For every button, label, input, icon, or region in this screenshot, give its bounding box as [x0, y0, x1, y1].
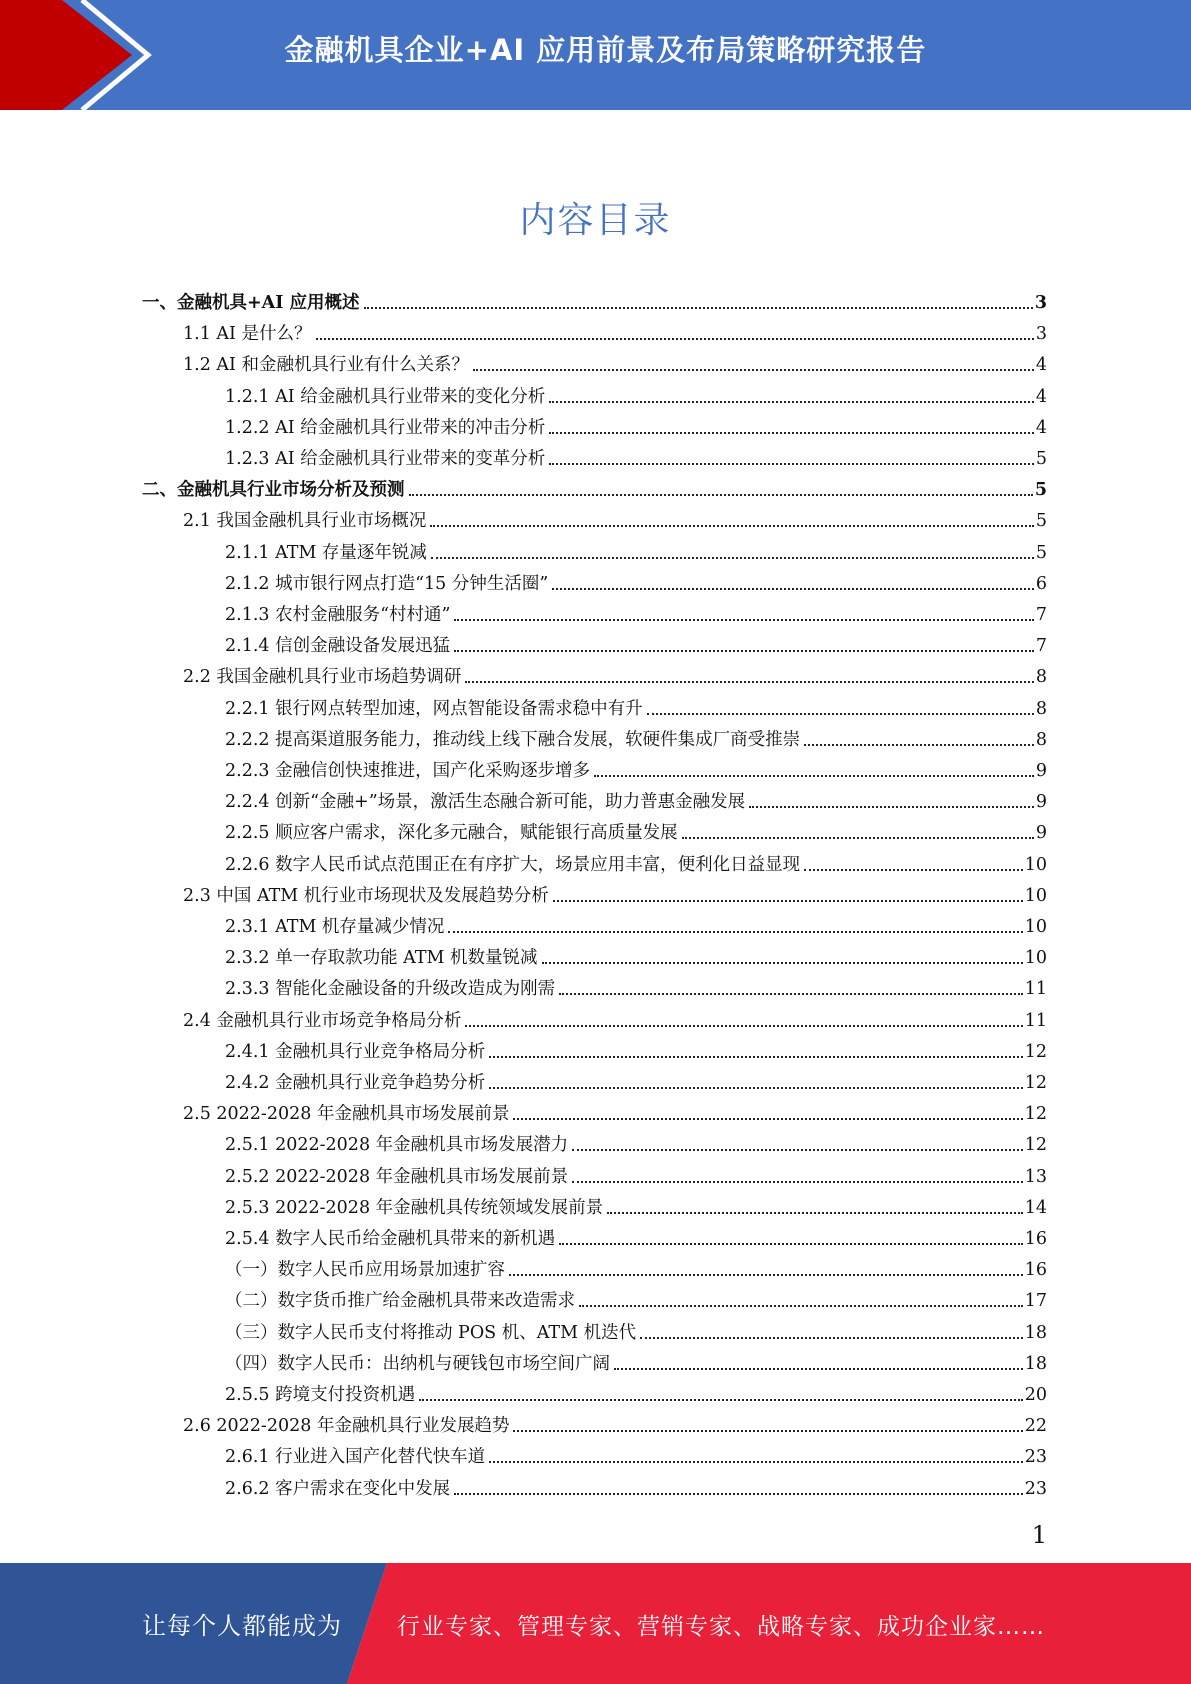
toc-entry-page: 10	[1024, 917, 1047, 937]
toc-entry-title: 2.2 我国金融机具行业市场趋势调研	[183, 667, 462, 687]
toc-entry[interactable]	[225, 1282, 1047, 1313]
toc-dot-leader	[419, 1399, 1023, 1401]
toc-heading: 内容目录	[519, 200, 672, 241]
toc-entry-title: 2.2.6 数字人民币试点范围正在有序扩大，场景应用丰富，便利化日益显现	[225, 855, 801, 875]
toc-entry-page: 4	[1035, 418, 1047, 438]
toc-entry-title: 2.3.2 单一存取款功能 ATM 机数量锐减	[225, 948, 538, 968]
toc-entry-title: 2.2.2 提高渠道服务能力，推动线上线下融合发展，软硬件集成厂商受推崇	[225, 730, 801, 750]
toc-entry-page: 13	[1024, 1167, 1047, 1187]
toc-entry[interactable]	[225, 409, 1047, 440]
toc-dot-leader	[513, 1430, 1022, 1432]
toc-entry-page: 16	[1024, 1229, 1047, 1249]
toc-entry[interactable]	[225, 1470, 1047, 1501]
toc-entry-page: 9	[1035, 792, 1047, 812]
toc-entry-title: 一、金融机具+AI 应用概述	[142, 293, 360, 313]
toc-entry-page: 12	[1024, 1042, 1047, 1062]
toc-entry[interactable]	[183, 1407, 1047, 1438]
toc-entry-title: （三）数字人民币支付将推动 POS 机、ATM 机迭代	[225, 1323, 637, 1343]
toc-entry[interactable]	[225, 970, 1047, 1001]
toc-entry[interactable]	[225, 1126, 1047, 1157]
toc-entry-page: 8	[1035, 699, 1047, 719]
toc-dot-leader	[572, 1181, 1023, 1183]
report-title: 金融机具企业+AI 应用前景及布局策略研究报告	[284, 33, 927, 67]
toc-entry-page: 10	[1024, 948, 1047, 968]
toc-entry-title: （四）数字人民币：出纳机与硬钱包市场空间广阔	[225, 1354, 610, 1374]
toc-entry[interactable]	[225, 1345, 1047, 1376]
toc-entry[interactable]	[183, 1002, 1047, 1033]
toc-dot-leader	[489, 1461, 1023, 1463]
toc-entry-page: 18	[1024, 1354, 1047, 1374]
toc-dot-leader	[553, 900, 1023, 902]
toc-entry[interactable]	[225, 1251, 1047, 1282]
toc-entry-title: 2.6.1 行业进入国产化替代快车道	[225, 1447, 486, 1467]
toc-entry-page: 12	[1024, 1073, 1047, 1093]
toc-entry[interactable]	[225, 908, 1047, 939]
toc-entry[interactable]	[225, 1438, 1047, 1469]
toc-entry-title: 2.5.5 跨境支付投资机遇	[225, 1385, 416, 1405]
toc-entry-page: 7	[1035, 605, 1047, 625]
toc-entry-title: 2.5 2022-2028 年金融机具市场发展前景	[183, 1104, 510, 1124]
toc-dot-leader	[473, 369, 1034, 371]
toc-dot-leader	[409, 494, 1033, 496]
toc-entry-page: 8	[1035, 667, 1047, 687]
toc-dot-leader	[549, 401, 1034, 403]
toc-entry-page: 3	[1035, 324, 1047, 344]
toc-dot-leader	[465, 1025, 1022, 1027]
toc-dot-leader	[364, 307, 1033, 309]
toc-entry-page: 5	[1034, 480, 1047, 500]
toc-entry[interactable]	[225, 814, 1047, 845]
toc-entry-title: 2.5.3 2022-2028 年金融机具传统领域发展前景	[225, 1198, 604, 1218]
toc-entry[interactable]	[225, 1158, 1047, 1189]
toc-dot-leader	[509, 1274, 1023, 1276]
toc-entry[interactable]	[142, 284, 1047, 315]
toc-entry-page: 20	[1024, 1385, 1047, 1405]
toc-entry-page: 16	[1024, 1260, 1047, 1280]
toc-dot-leader	[607, 1212, 1023, 1214]
footer-slogan-right: 行业专家、管理专家、营销专家、战略专家、成功企业家……	[397, 1614, 1045, 1640]
toc-entry-title: 1.2.1 AI 给金融机具行业带来的变化分析	[225, 387, 546, 407]
toc-entry[interactable]	[225, 565, 1047, 596]
toc-entry-page: 22	[1024, 1416, 1047, 1436]
toc-entry-page: 7	[1035, 636, 1047, 656]
toc-dot-leader	[454, 1493, 1023, 1495]
toc-entry-page: 5	[1035, 511, 1047, 531]
toc-entry[interactable]	[183, 1095, 1047, 1126]
toc-entry-page: 4	[1035, 355, 1047, 375]
toc-dot-leader	[572, 1149, 1023, 1151]
toc-entry-title: （一）数字人民币应用场景加速扩容	[225, 1260, 505, 1280]
toc-dot-leader	[489, 1087, 1023, 1089]
footer-slogan-left: 让每个人都能成为	[142, 1612, 342, 1640]
toc-dot-leader	[489, 1056, 1023, 1058]
toc-entry-page: 6	[1035, 574, 1047, 594]
toc-entry-title: 2.1.4 信创金融设备发展迅猛	[225, 636, 451, 656]
toc-entry-page: 14	[1024, 1198, 1047, 1218]
toc-entry[interactable]	[183, 877, 1047, 908]
toc-entry-page: 9	[1035, 823, 1047, 843]
toc-entry[interactable]	[225, 939, 1047, 970]
toc-entry[interactable]	[225, 690, 1047, 721]
toc-entry-title: 2.3 中国 ATM 机行业市场现状及发展趋势分析	[183, 886, 549, 906]
toc-entry-title: 2.2.3 金融信创快速推进，国产化采购逐步增多	[225, 761, 591, 781]
toc-entry-title: 1.1 AI 是什么？	[183, 324, 312, 344]
toc-entry[interactable]	[225, 627, 1047, 658]
toc-dot-leader	[454, 650, 1034, 652]
toc-dot-leader	[549, 432, 1034, 434]
toc-entry-title: 二、金融机具行业市场分析及预测	[142, 480, 405, 500]
toc-dot-leader	[448, 931, 1022, 933]
toc-entry-page: 8	[1035, 730, 1047, 750]
toc-entry-title: 2.5.4 数字人民币给金融机具带来的新机遇	[225, 1229, 556, 1249]
toc-entry-page: 11	[1024, 1011, 1047, 1031]
toc-entry-page: 11	[1024, 979, 1047, 999]
toc-entry-title: 2.4.2 金融机具行业竞争趋势分析	[225, 1073, 486, 1093]
toc-entry-title: 2.5.1 2022-2028 年金融机具市场发展潜力	[225, 1135, 569, 1155]
toc-entry[interactable]	[225, 721, 1047, 752]
toc-dot-leader	[594, 775, 1034, 777]
toc-dot-leader	[640, 1337, 1023, 1339]
toc-entry-title: 2.1.3 农村金融服务“村村通”	[225, 605, 451, 625]
toc-dot-leader	[431, 557, 1034, 559]
toc-entry-title: 1.2.2 AI 给金融机具行业带来的冲击分析	[225, 418, 546, 438]
toc-entry[interactable]	[225, 596, 1047, 627]
toc-entry[interactable]	[225, 1376, 1047, 1407]
toc-entry[interactable]	[225, 1064, 1047, 1095]
toc-entry-page: 10	[1024, 855, 1047, 875]
toc-entry-title: 1.2 AI 和金融机具行业有什么关系？	[183, 355, 470, 375]
toc-entry[interactable]	[225, 440, 1047, 471]
toc-entry[interactable]	[225, 1189, 1047, 1220]
toc-dot-leader	[559, 993, 1023, 995]
toc-entry[interactable]	[225, 1314, 1047, 1345]
toc-dot-leader	[804, 744, 1034, 746]
toc-entry[interactable]	[183, 315, 1047, 346]
toc-dot-leader	[579, 1305, 1023, 1307]
toc-dot-leader	[549, 463, 1034, 465]
toc-entry[interactable]	[142, 471, 1047, 502]
toc-entry-title: 2.2.1 银行网点转型加速，网点智能设备需求稳中有升	[225, 699, 643, 719]
toc-dot-leader	[430, 525, 1033, 527]
toc-entry[interactable]	[225, 783, 1047, 814]
toc-entry-title: 2.2.4 创新“金融+”场景，激活生态融合新可能，助力普惠金融发展	[225, 792, 746, 812]
toc-entry-page: 17	[1024, 1291, 1047, 1311]
toc-entry[interactable]	[225, 752, 1047, 783]
toc-entry-page: 23	[1024, 1447, 1047, 1467]
toc-entry-title: 2.1 我国金融机具行业市场概况	[183, 511, 427, 531]
toc-entry-title: 2.2.5 顺应客户需求，深化多元融合，赋能银行高质量发展	[225, 823, 678, 843]
toc-dot-leader	[454, 619, 1033, 621]
toc-entry-title: 1.2.3 AI 给金融机具行业带来的变革分析	[225, 449, 546, 469]
page-number: 1	[1031, 1521, 1047, 1549]
toc-dot-leader	[542, 962, 1023, 964]
toc-entry-title: 2.4.1 金融机具行业竞争格局分析	[225, 1042, 486, 1062]
toc-dot-leader	[513, 1118, 1022, 1120]
toc-entry-page: 23	[1024, 1479, 1047, 1499]
toc-entry-page: 12	[1024, 1135, 1047, 1155]
toc-dot-leader	[804, 869, 1023, 871]
toc-entry-title: （二）数字货币推广给金融机具带来改造需求	[225, 1291, 575, 1311]
toc-dot-leader	[614, 1368, 1023, 1370]
toc-entry-title: 2.6.2 客户需求在变化中发展	[225, 1479, 451, 1499]
report-header-band	[0, 0, 1191, 110]
toc-entry-page: 3	[1034, 293, 1047, 313]
toc-entry[interactable]	[183, 658, 1047, 689]
toc-entry-page: 18	[1024, 1323, 1047, 1343]
toc-entry[interactable]	[183, 346, 1047, 377]
toc-entry-title: 2.5.2 2022-2028 年金融机具市场发展前景	[225, 1167, 569, 1187]
toc-dot-leader	[647, 713, 1034, 715]
toc-entry[interactable]	[225, 534, 1047, 565]
toc-dot-leader	[682, 837, 1034, 839]
toc-entry[interactable]	[225, 378, 1047, 409]
toc-entry-title: 2.3.3 智能化金融设备的升级改造成为刚需	[225, 979, 556, 999]
toc-entry[interactable]	[225, 1033, 1047, 1064]
toc-entry-title: 2.1.1 ATM 存量逐年锐减	[225, 543, 427, 563]
toc-entry-title: 2.4 金融机具行业市场竞争格局分析	[183, 1011, 462, 1031]
toc-entry-title: 2.1.2 城市银行网点打造“15 分钟生活圈”	[225, 574, 549, 594]
toc-entry-title: 2.3.1 ATM 机存量减少情况	[225, 917, 445, 937]
toc-entry-page: 5	[1035, 543, 1047, 563]
toc-dot-leader	[552, 588, 1034, 590]
toc-dot-leader	[749, 806, 1034, 808]
toc-entry[interactable]	[183, 502, 1047, 533]
toc-entry-page: 9	[1035, 761, 1047, 781]
toc-dot-leader	[465, 681, 1033, 683]
toc-dot-leader	[559, 1243, 1023, 1245]
toc-entry[interactable]	[225, 846, 1047, 877]
toc-entry[interactable]	[225, 1220, 1047, 1251]
toc-dot-leader	[316, 338, 1034, 340]
toc-entry-page: 12	[1024, 1104, 1047, 1124]
toc-entry-page: 5	[1035, 449, 1047, 469]
toc-entry-title: 2.6 2022-2028 年金融机具行业发展趋势	[183, 1416, 510, 1436]
toc-entry-page: 10	[1024, 886, 1047, 906]
toc-entry-page: 4	[1035, 387, 1047, 407]
